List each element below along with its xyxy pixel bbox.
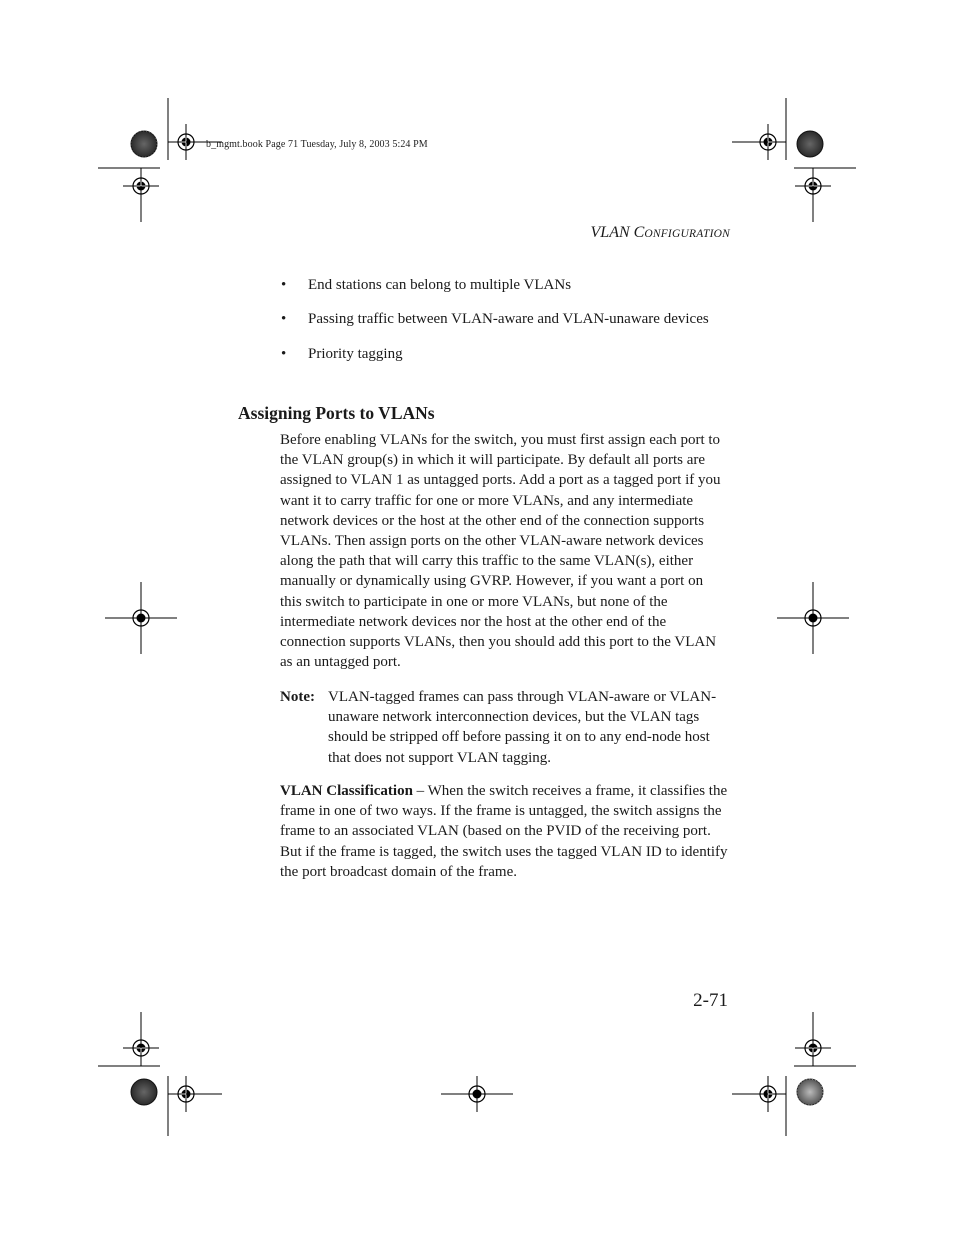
bullet-icon: • — [281, 277, 287, 293]
bullet-text: Priority tagging — [308, 345, 403, 362]
vlan-classification-term: VLAN Classification — [280, 783, 413, 799]
section-heading: Assigning Ports to VLANs — [238, 403, 435, 423]
vlan-classification-paragraph — [280, 781, 728, 882]
feature-bullet-list — [281, 275, 721, 378]
star-target-icon — [131, 131, 157, 157]
bullet-icon: • — [281, 311, 287, 328]
running-header — [591, 224, 730, 242]
running-header-prefix: VLAN C — [590, 224, 645, 241]
page-number: 2-71 — [693, 990, 728, 1011]
bullet-text: End stations can belong to multiple VLANs — [308, 277, 572, 293]
star-target-icon — [797, 131, 823, 157]
print-slug-line: b_mgmt.book Page 71 Tuesday, July 8, 2003 5:24 PM — [206, 139, 428, 150]
list-item — [281, 275, 721, 295]
note-label: Note: — [280, 689, 315, 705]
bullet-text: Passing traffic between VLAN-aware and VLAN-unaware devices — [308, 311, 709, 328]
star-target-icon — [131, 1079, 157, 1105]
list-item — [281, 309, 721, 329]
vlan-classification-text: – When the switch receives a frame, it classifies the frame in one of two ways. If the frame is untagged, the switch assigns the frame to an associated VLAN (based on the PVID of the receiving port. But if the frame is tagged, the switch uses the tagged VLAN ID to identify the port broadcast domain of the frame. — [280, 783, 728, 880]
running-header-small-caps: ONFIGURATION — [644, 228, 730, 240]
star-target-icon — [797, 1079, 823, 1105]
assigning-ports-paragraph: Before enabling VLANs for the switch, you must first assign each port to the VLAN group(s) in which it will participate. By default all ports are assigned to VLAN 1 as untagged ports. Add a port as a tagged port if you want it to carry traffic for one or more VLANs, and any intermediate network devices or the host at the other end of the connection supports VLANs. Then assign ports on the other VLAN-aware network devices along the path that will carry this traffic to the same VLAN(s), either manually or dynamically using GVRP. However, if you want a port on this switch to participate in one or more VLANs, but none of the intermediate network devices nor the host at the other end of the connection supports VLANs, then you should add this port to the VLAN as an untagged port. — [280, 432, 721, 671]
note-text: VLAN-tagged frames can pass through VLAN-aware or VLAN-unaware network interconnection devices, but the VLAN tags should be stripped off before passing it on to any end-node host that does not support VLAN tagging. — [328, 689, 717, 766]
list-item — [281, 344, 721, 364]
note-block — [280, 687, 728, 768]
bullet-icon: • — [281, 345, 287, 362]
